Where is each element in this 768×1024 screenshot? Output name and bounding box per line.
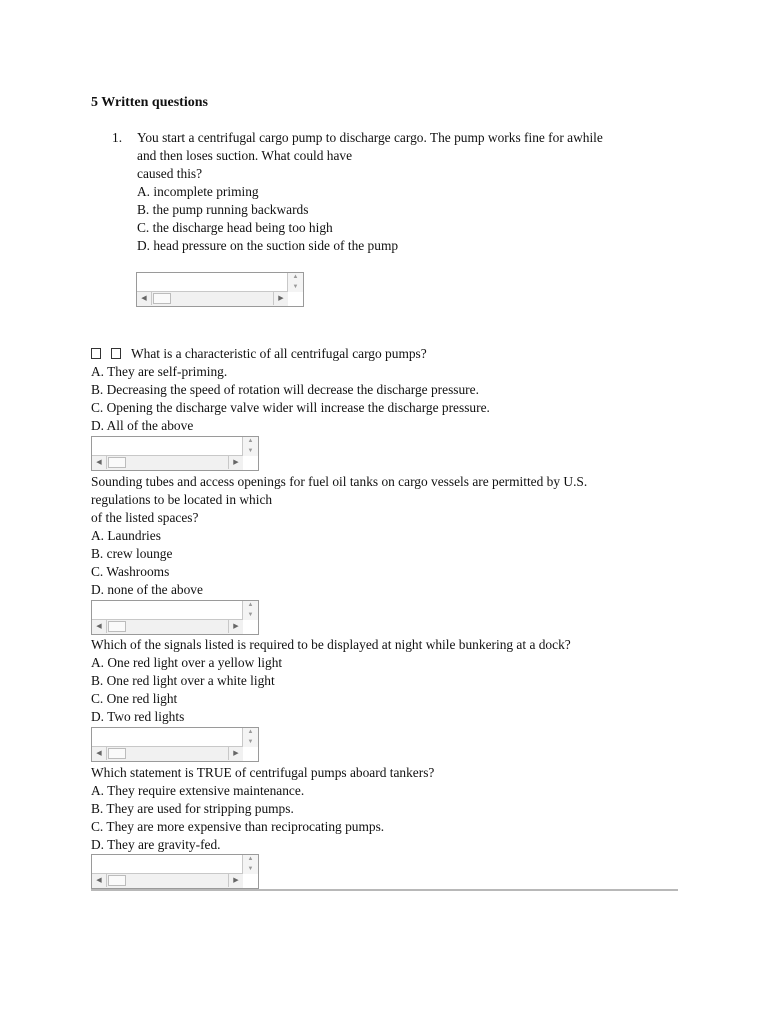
arrow-left-icon[interactable]: ◀ [92,620,107,633]
vertical-scrollbar[interactable] [287,273,303,292]
missing-glyph-box-icon [91,345,131,363]
answer-textarea-1[interactable] [136,272,304,307]
question-text: and then loses suction. What could have [137,148,353,163]
horizontal-scrollbar[interactable] [137,291,288,306]
vertical-scrollbar[interactable] [242,437,258,456]
answer-option-c: C. Opening the discharge valve wider will increase the discharge pressure. [91,400,490,415]
answer-option-b: B. crew lounge [91,546,173,561]
arrow-left-icon[interactable]: ◀ [137,292,152,305]
answer-option-c: C. the discharge head being too high [137,220,333,235]
question-4 [91,636,691,726]
horizontal-scrollbar[interactable] [92,455,243,470]
scrollbar-thumb[interactable] [108,748,126,759]
section-heading: 5 Written questions [91,95,208,110]
answer-option-b: B. One red light over a white light [91,673,275,688]
scrollbar-corner [243,747,258,761]
question-3 [91,473,691,599]
textarea-input-area[interactable] [92,728,243,747]
arrow-left-icon[interactable]: ◀ [92,874,107,887]
scrollbar-corner [243,456,258,470]
answer-textarea-2[interactable] [91,436,259,471]
arrow-down-icon[interactable]: ▼ [247,866,254,872]
answer-textarea-5[interactable] [91,854,259,889]
vertical-scrollbar[interactable] [242,855,258,874]
textarea-input-area[interactable] [92,855,243,874]
answer-option-c: C. They are more expensive than reciprocating pumps. [91,819,385,834]
question-text: Which statement is TRUE of centrifugal pumps aboard tankers? [91,765,435,780]
answer-option-c: C. Washrooms [91,564,170,579]
arrow-up-icon[interactable]: ▲ [292,274,299,280]
arrow-up-icon[interactable]: ▲ [247,438,254,444]
arrow-right-icon[interactable]: ▶ [273,292,288,305]
arrow-down-icon[interactable]: ▼ [247,612,254,618]
arrow-up-icon[interactable]: ▲ [247,729,254,735]
answer-option-d: D. none of the above [91,582,203,597]
scrollbar-thumb[interactable] [108,457,126,468]
arrow-down-icon[interactable]: ▼ [292,284,299,290]
question-text: regulations to be located in which [91,492,273,507]
arrow-left-icon[interactable]: ◀ [92,747,107,760]
answer-textarea-3[interactable] [91,600,259,635]
question-body [137,129,677,255]
scrollbar-corner [243,874,258,888]
answer-option-a: A. They are self-priming. [91,364,228,379]
horizontal-scrollbar[interactable] [92,619,243,634]
answer-option-b: B. They are used for stripping pumps. [91,801,294,816]
arrow-right-icon[interactable]: ▶ [228,456,243,469]
scrollbar-thumb[interactable] [108,621,126,632]
horizontal-scrollbar[interactable] [92,746,243,761]
answer-option-d: D. head pressure on the suction side of the pump [137,238,399,253]
horizontal-scrollbar[interactable] [92,873,243,888]
question-text: Sounding tubes and access openings for fuel oil tanks on cargo vessels are permitted by U.S. [91,474,588,489]
textarea-input-area[interactable] [92,601,243,620]
scrollbar-corner [243,620,258,634]
vertical-scrollbar[interactable] [242,601,258,620]
scrollbar-thumb[interactable] [153,293,171,304]
vertical-scrollbar[interactable] [242,728,258,747]
question-2 [91,345,691,435]
arrow-up-icon[interactable]: ▲ [247,602,254,608]
arrow-right-icon[interactable]: ▶ [228,874,243,887]
scrollbar-thumb[interactable] [108,875,126,886]
answer-option-d: D. All of the above [91,418,194,433]
answer-option-a: A. They require extensive maintenance. [91,783,305,798]
question-text: caused this? [137,166,203,181]
answer-option-d: D. They are gravity-fed. [91,837,221,852]
question-text: of the listed spaces? [91,510,199,525]
arrow-left-icon[interactable]: ◀ [92,456,107,469]
question-text: You start a centrifugal cargo pump to discharge cargo. The pump works fine for awhile [137,130,603,145]
question-text: What is a characteristic of all centrifugal cargo pumps? [91,345,691,363]
arrow-up-icon[interactable]: ▲ [247,856,254,862]
question-number: 1. [112,130,123,145]
answer-option-a: A. Laundries [91,528,161,543]
question-text: Which of the signals listed is required to be displayed at night while bunkering at a dock? [91,637,571,652]
scrollbar-corner [288,292,303,306]
answer-option-a: A. One red light over a yellow light [91,655,283,670]
arrow-down-icon[interactable]: ▼ [247,739,254,745]
textarea-input-area[interactable] [137,273,288,292]
arrow-right-icon[interactable]: ▶ [228,620,243,633]
answer-option-b: B. the pump running backwards [137,202,309,217]
arrow-down-icon[interactable]: ▼ [247,448,254,454]
horizontal-divider [91,889,678,891]
answer-option-a: A. incomplete priming [137,184,259,199]
arrow-right-icon[interactable]: ▶ [228,747,243,760]
textarea-input-area[interactable] [92,437,243,456]
answer-textarea-4[interactable] [91,727,259,762]
question-5 [91,764,691,854]
answer-option-d: D. Two red lights [91,709,185,724]
answer-option-b: B. Decreasing the speed of rotation will decrease the discharge pressure. [91,382,479,397]
answer-option-c: C. One red light [91,691,178,706]
